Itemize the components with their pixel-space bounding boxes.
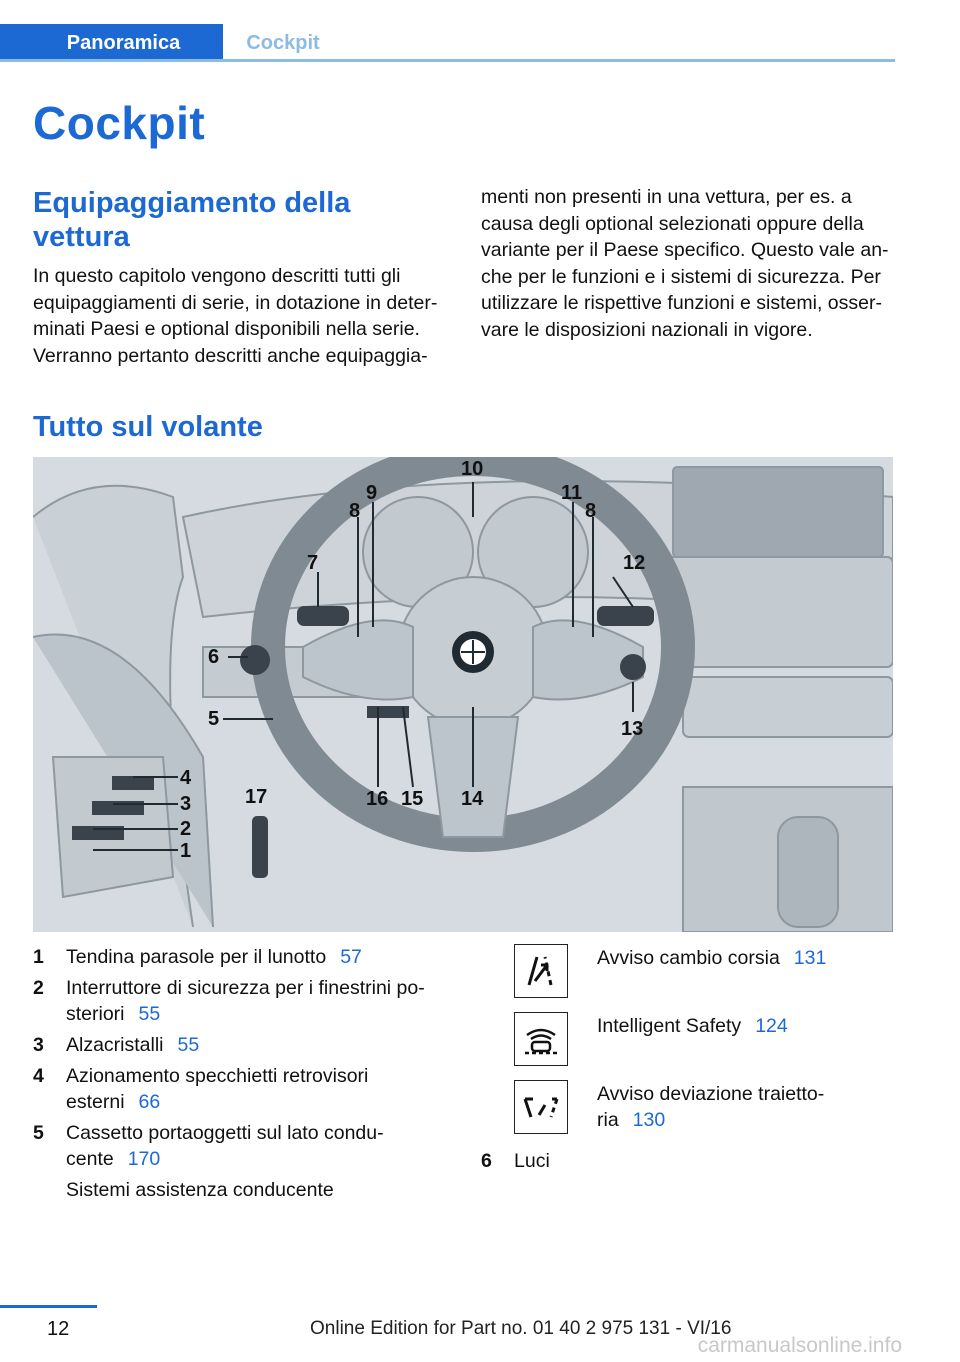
- legend-label: Luci: [514, 1150, 550, 1172]
- tab-cockpit[interactable]: Cockpit: [246, 31, 320, 54]
- edition-note: Online Edition for Part no. 01 40 2 975 131 - VI/16: [310, 1318, 732, 1339]
- intro-paragraph-right: [481, 184, 901, 343]
- callout-17: 17: [245, 786, 268, 808]
- callout-11: 11: [561, 482, 583, 504]
- legend-icon-item: [514, 944, 874, 1010]
- legend-right: [481, 944, 874, 1179]
- page-reference-link[interactable]: 124: [755, 1015, 788, 1037]
- legend-label: Cassetto portaoggetti sul lato condu‐: [66, 1122, 384, 1144]
- legend-label: Avviso cambio corsia: [597, 947, 780, 969]
- text-line: che per le funzioni e i sistemi di sicurezza. Per: [481, 265, 881, 288]
- legend-number: 5: [33, 1122, 44, 1144]
- legend-label-block: [597, 945, 857, 971]
- callout-7: 7: [307, 552, 319, 574]
- callout-10: 10: [461, 458, 484, 480]
- text-line: Verranno pertanto descritti anche equipaggia‐: [33, 344, 428, 367]
- callout-16: 16: [366, 788, 389, 810]
- callout-3: 3: [180, 793, 192, 815]
- heading-line: vettura: [33, 221, 130, 253]
- callout-15: 15: [401, 788, 424, 810]
- page-reference-link[interactable]: 55: [138, 1003, 161, 1025]
- legend-label: cente: [66, 1148, 114, 1170]
- page-reference-link[interactable]: 66: [138, 1091, 161, 1113]
- section-heading-equipaggiamento: [33, 186, 350, 254]
- legend-item: [33, 1032, 453, 1058]
- page-reference-link[interactable]: 131: [793, 947, 827, 969]
- legend-number: 2: [33, 977, 44, 999]
- legend-left: [33, 944, 453, 1208]
- text-line: variante per il Paese specifico. Questo vale an‐: [481, 239, 889, 261]
- text-line: causa degli optional selezionati oppure della: [481, 212, 864, 235]
- page-number: 12: [47, 1318, 70, 1340]
- legend-label-block: [597, 1081, 857, 1133]
- legend-label: Alzacristalli: [66, 1034, 164, 1056]
- legend-number: 4: [33, 1065, 44, 1087]
- callout-9: 9: [366, 482, 378, 504]
- lane-change-warning-icon: [514, 944, 568, 998]
- heading-line: Equipaggiamento della: [33, 187, 351, 219]
- page-reference-link[interactable]: 57: [340, 946, 362, 968]
- lane-departure-warning-icon: [514, 1080, 568, 1134]
- legend-label: Interruttore di sicurezza per i finestrini po‐: [66, 977, 425, 999]
- intelligent-safety-icon: [514, 1012, 568, 1066]
- legend-subheading: [33, 1177, 453, 1203]
- legend-item: [33, 1120, 453, 1172]
- cockpit-illustration: [33, 457, 893, 932]
- section-heading-volante: Tutto sul volante: [33, 411, 263, 443]
- legend-label: Tendina parasole per il lunotto: [66, 946, 327, 968]
- legend-label: steriori: [66, 1003, 125, 1025]
- legend-label: Avviso deviazione traietto‐: [597, 1083, 825, 1105]
- callout-1: 1: [180, 840, 192, 862]
- page-reference-link[interactable]: 55: [177, 1034, 200, 1056]
- callout-8-left: 8: [349, 500, 361, 522]
- page-title: Cockpit: [33, 97, 206, 149]
- cockpit-drawing: [33, 457, 893, 932]
- legend-item: [481, 1148, 874, 1174]
- footer-rule: [0, 1305, 97, 1308]
- text-line: equipaggiamenti di serie, in dotazione in deter‐: [33, 291, 438, 314]
- callout-14: 14: [461, 788, 484, 810]
- legend-item: [33, 944, 453, 970]
- legend-item: [33, 975, 453, 1027]
- legend-label: Sistemi assistenza conducente: [66, 1179, 334, 1201]
- legend-label: ria: [597, 1109, 619, 1131]
- legend-number: 1: [33, 946, 44, 968]
- header-rule: [0, 59, 895, 62]
- legend-item: [33, 1063, 453, 1115]
- text-line: utilizzare le rispettive funzioni e sistemi, osser‐: [481, 292, 882, 314]
- callout-5: 5: [208, 708, 220, 730]
- text-line: In questo capitolo vengono descritti tutti gli: [33, 265, 401, 287]
- page-reference-link[interactable]: 170: [127, 1148, 161, 1170]
- legend-icon-item: [514, 1080, 874, 1146]
- callout-13: 13: [621, 718, 644, 740]
- tab-panoramica[interactable]: Panoramica: [0, 24, 223, 62]
- header-tabs: [0, 24, 895, 62]
- legend-icon-item: [514, 1012, 874, 1078]
- text-line: minati Paesi e optional disponibili nella serie.: [33, 318, 420, 340]
- legend-label-block: [597, 1013, 857, 1039]
- callout-4: 4: [180, 767, 192, 789]
- text-line: menti non presenti in una vettura, per es. a: [481, 186, 852, 208]
- legend-label: esterni: [66, 1091, 125, 1113]
- page-reference-link[interactable]: 130: [632, 1109, 666, 1131]
- watermark: carmanualsonline.info: [697, 1334, 902, 1357]
- callout-2: 2: [180, 818, 192, 840]
- legend-number: 3: [33, 1034, 44, 1056]
- callout-6: 6: [208, 646, 220, 668]
- callout-8-right: 8: [585, 500, 597, 522]
- legend-label: Azionamento specchietti retrovisori: [66, 1065, 369, 1087]
- legend-number: 6: [481, 1150, 492, 1172]
- legend-label: Intelligent Safety: [597, 1015, 742, 1037]
- intro-paragraph-left: [33, 263, 453, 369]
- callout-12: 12: [623, 552, 646, 574]
- text-line: vare le disposizioni nazionali in vigore.: [481, 318, 813, 341]
